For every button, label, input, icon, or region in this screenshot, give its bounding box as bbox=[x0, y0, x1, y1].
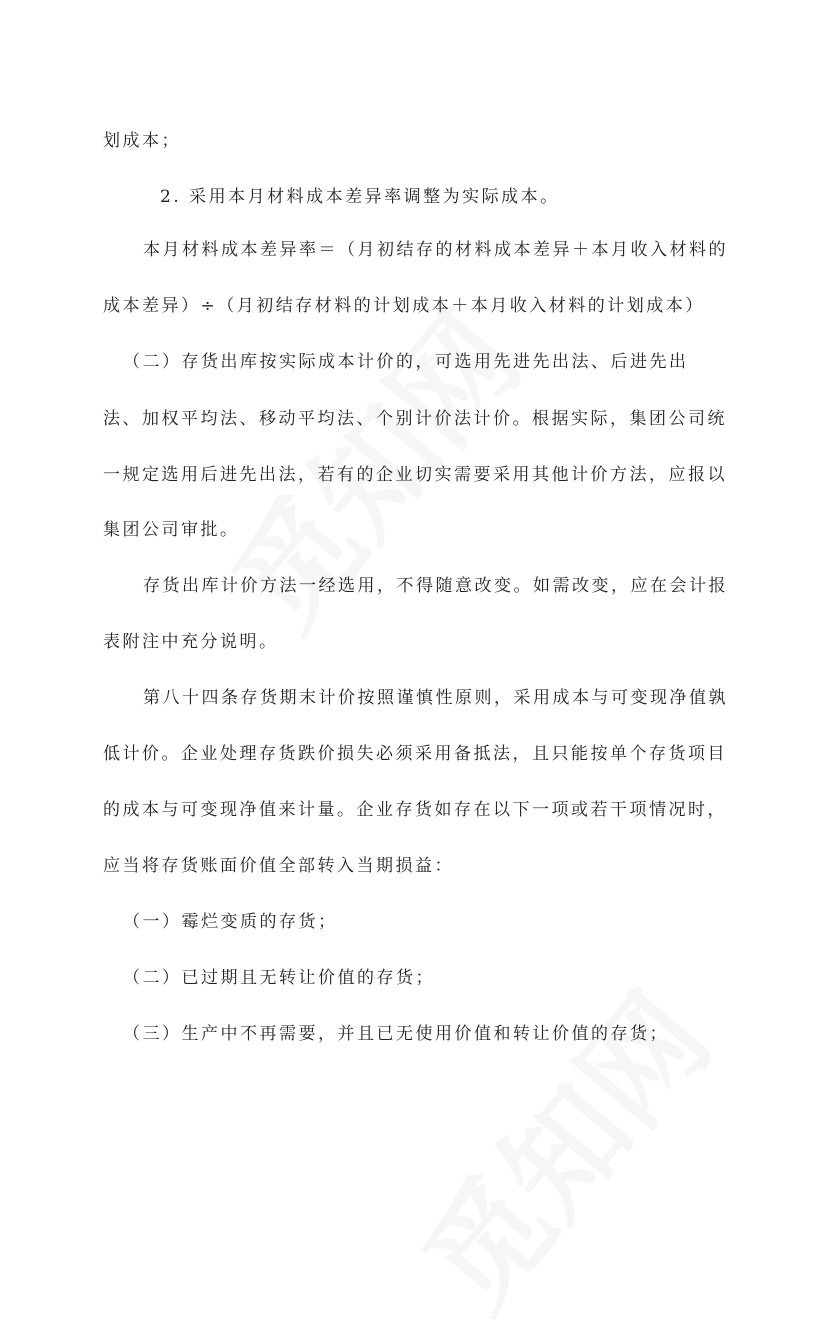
paragraph-line: 成本差异）÷（月初结存材料的计划成本＋本月收入材料的计划成本） bbox=[103, 296, 705, 316]
list-item: （二）已过期且无转让价值的存货； bbox=[123, 968, 435, 988]
paragraph-line: 存货出库计价方法一经选用，不得随意改变。如需改变，应在会计报 bbox=[143, 576, 728, 596]
paragraph-line: 划成本； bbox=[103, 131, 181, 151]
paragraph-line: 2. 采用本月材料成本差异率调整为实际成本。 bbox=[160, 187, 560, 207]
paragraph-line: 集团公司审批。 bbox=[103, 520, 240, 540]
paragraph-line: 第八十四条存货期末计价按照谨慎性原则，采用成本与可变现净值孰 bbox=[143, 688, 728, 708]
watermark bbox=[378, 953, 741, 1339]
paragraph-line: 本月材料成本差异率＝（月初结存的材料成本差异＋本月收入材料的 bbox=[143, 240, 728, 260]
paragraph-line: 的成本与可变现净值来计量。企业存货如存在以下一项或若干项情况时， bbox=[103, 800, 727, 820]
paragraph-line: 一规定选用后进先出法，若有的企业切实需要采用其他计价方法，应报以 bbox=[103, 465, 727, 485]
paragraph-line: 法、加权平均法、移动平均法、个别计价法计价。根据实际，集团公司统 bbox=[103, 409, 727, 429]
paragraph-line: 表附注中充分说明。 bbox=[103, 632, 279, 652]
paragraph-line: 低计价。企业处理存货跌价损失必须采用备抵法，且只能按单个存货项目 bbox=[103, 744, 727, 764]
paragraph-line: 应当将存货账面价值全部转入当期损益： bbox=[103, 856, 454, 876]
list-item: （三）生产中不再需要，并且已无使用价值和转让价值的存货； bbox=[123, 1024, 669, 1044]
list-item: （一）霉烂变质的存货； bbox=[123, 912, 338, 932]
paragraph-line: （二）存货出库按实际成本计价的，可选用先进先出法、后进先出 bbox=[123, 352, 689, 372]
